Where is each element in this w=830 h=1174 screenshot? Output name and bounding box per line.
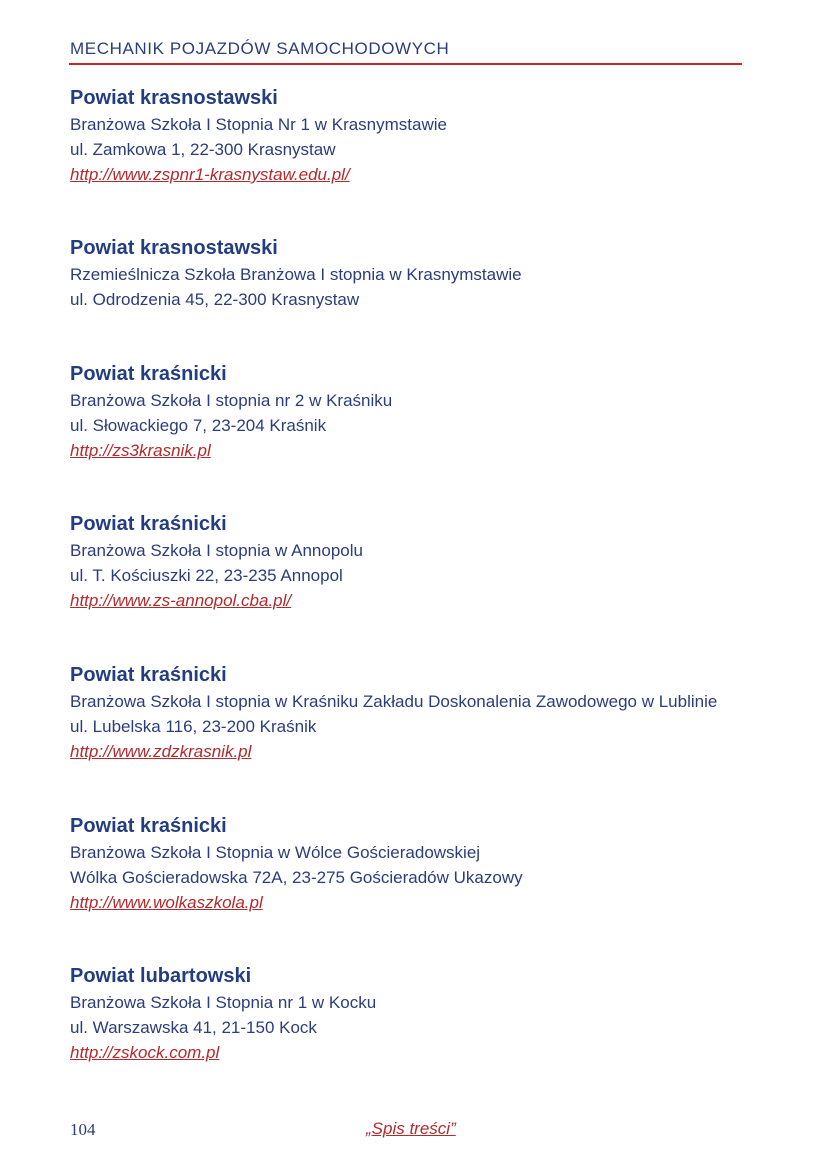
school-address: Wólka Gościeradowska 72A, 23-275 Gościeradów Ukazowy	[70, 868, 523, 887]
school-website-link[interactable]: http://zs3krasnik.pl	[70, 441, 211, 460]
page-number: 104	[70, 1120, 96, 1139]
school-entry	[70, 512, 770, 613]
school-name: Rzemieślnicza Szkoła Branżowa I stopnia w Krasnymstawie	[70, 265, 522, 284]
school-address: ul. T. Kościuszki 22, 23-235 Annopol	[70, 566, 343, 585]
school-name: Branżowa Szkoła I stopnia w Annopolu	[70, 541, 363, 560]
school-website-link[interactable]: http://www.zs-annopol.cba.pl/	[70, 591, 292, 610]
school-entry	[70, 964, 770, 1065]
school-website-link[interactable]: http://zskock.com.pl	[70, 1043, 220, 1062]
county-heading: Powiat kraśnicki	[70, 513, 227, 535]
county-heading: Powiat kraśnicki	[70, 363, 227, 385]
school-name: Branżowa Szkoła I Stopnia nr 1 w Kocku	[70, 993, 377, 1012]
county-heading: Powiat kraśnicki	[70, 664, 227, 686]
school-address: ul. Odrodzenia 45, 22-300 Krasnystaw	[70, 290, 360, 309]
county-heading: Powiat kraśnicki	[70, 815, 227, 837]
school-entry	[70, 236, 770, 312]
school-entry	[70, 663, 770, 764]
school-entry	[70, 814, 770, 915]
school-name: Branżowa Szkoła I stopnia nr 2 w Kraśniku	[70, 391, 393, 410]
county-heading: Powiat krasnostawski	[70, 87, 278, 109]
school-name: Branżowa Szkoła I stopnia w Kraśniku Zakładu Doskonalenia Zawodowego w Lublinie	[70, 692, 718, 711]
school-website-link[interactable]: http://www.wolkaszkola.pl	[70, 893, 263, 912]
table-of-contents-link[interactable]: „Spis treści”	[366, 1119, 456, 1138]
school-website-link[interactable]: http://www.zdzkrasnik.pl	[70, 742, 252, 761]
school-address: ul. Warszawska 41, 21-150 Kock	[70, 1018, 317, 1037]
school-name: Branżowa Szkoła I Stopnia Nr 1 w Krasnymstawie	[70, 115, 447, 134]
school-name: Branżowa Szkoła I Stopnia w Wólce Gościeradowskiej	[70, 843, 481, 862]
school-website-link[interactable]: http://www.zspnr1-krasnystaw.edu.pl/	[70, 165, 350, 184]
county-heading: Powiat lubartowski	[70, 965, 252, 987]
header-divider	[69, 63, 742, 65]
running-header: MECHANIK POJAZDÓW SAMOCHODOWYCH	[70, 39, 450, 58]
school-address: ul. Słowackiego 7, 23-204 Kraśnik	[70, 416, 327, 435]
school-entry	[70, 362, 770, 463]
school-address: ul. Lubelska 116, 23-200 Kraśnik	[70, 717, 317, 736]
school-address: ul. Zamkowa 1, 22-300 Krasnystaw	[70, 140, 336, 159]
county-heading: Powiat krasnostawski	[70, 237, 278, 259]
school-entry	[70, 86, 770, 187]
